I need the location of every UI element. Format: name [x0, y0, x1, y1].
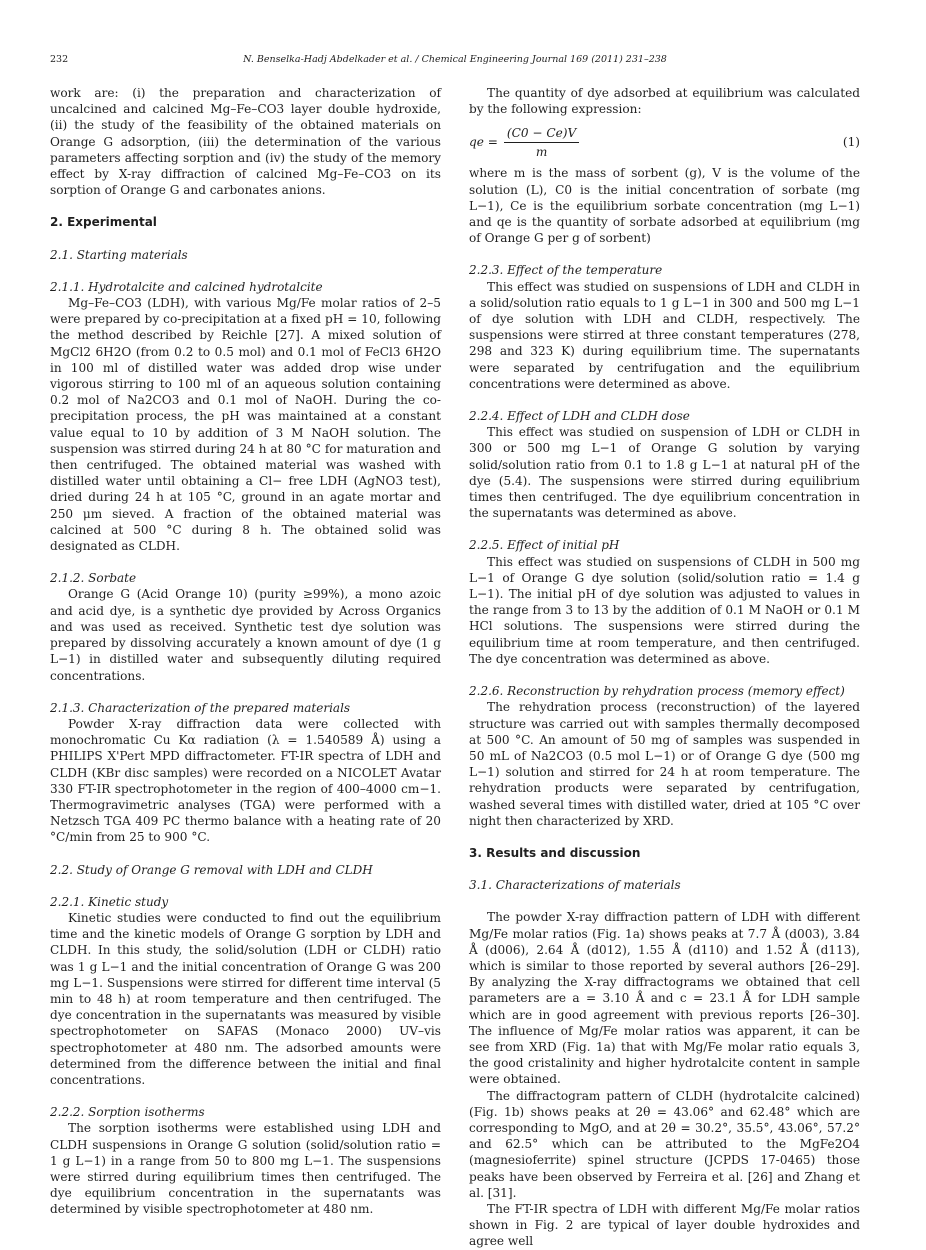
intro-paragraph: work are: (i) the preparation and characterization of uncalcined and calcined Mg–Fe–CO3 layer double hydroxide, (ii) the study of the feasibility of the obtained materials on Orange G adsorption, (iii) the determination of the various parameters affecting sorption and (iv) the study of the memory effect by X-ray diffraction of calcined Mg–Fe–CO3 on its sorption of Orange G and carbonates anions.	[50, 86, 441, 198]
paragraph-sorption-isotherms: The sorption isotherms were established using LDH and CLDH suspensions in Orange G solution (solid/solution ratio = 1 g L−1) in a range from 50 to 800 mg L−1. The suspensions were stirred during equilibrium times then centrifuged. The dye equilibrium concentration in the supernatants was determined by visible spectrophotometer at 480 nm.	[50, 1121, 441, 1217]
equation-number: (1)	[842, 135, 860, 150]
section-heading-experimental: 2. Experimental	[50, 215, 157, 230]
equation-fraction	[504, 125, 579, 160]
subsubsection-heading-dose: 2.2.4. Effect of LDH and CLDH dose	[469, 409, 690, 424]
paragraph-dose: This effect was studied on suspension of LDH or CLDH in 300 or 500 mg L−1 of Orange G solution by varying solid/solution ratio from 0.1 to 1.8 g L−1 at natural pH of the dye (5.4). The suspensions were stirred during equilibrium times then centrifuged. The dye equilibrium concentration in the supernatants was determined as above.	[469, 425, 860, 521]
equation-lhs: qe =	[469, 135, 498, 150]
paragraph-reconstruction: The rehydration process (reconstruction) of the layered structure was carried out with samples thermally decomposed at 500 °C. An amount of 50 mg of samples was suspended in 50 mL of Na2CO3 (0.5 mol L−1) or of Orange G dye (500 mg L−1) solution and stirred for 24 h at room temperature. The rehydration products were separated by centrifugation, washed several times with distilled water, dried at 105 °C over night then characterized by XRD.	[469, 700, 860, 828]
paragraph-temperature: This effect was studied on suspensions of LDH and CLDH in a solid/solution ratio equals to 1 g L−1 in 300 and 500 mg L−1 of dye solution with LDH and CLDH, respectively. The suspensions were stirred at three constant temperatures (278, 298 and 323 K) during equilibrium time. The supernatants were separated by centrifugation and the equilibrium concentrations were determined as above.	[469, 279, 860, 391]
subsection-heading-characterizations: 3.1. Characterizations of materials	[469, 878, 681, 893]
page-header	[50, 54, 860, 70]
subsubsection-heading-hydrotalcite: 2.1.1. Hydrotalcite and calcined hydrotalcite	[50, 279, 323, 294]
right-column	[469, 85, 860, 1250]
subsubsection-heading-characterization: 2.1.3. Characterization of the prepared materials	[50, 700, 351, 715]
paragraph-characterization: Powder X-ray diffraction data were collected with monochromatic Cu Kα radiation (λ = 1.540589 Å) using a PHILIPS X'Pert MPD diffractometer. FT-IR spectra of LDH and CLDH (KBr disc samples) were recorded on a NICOLET Avatar 330 FT-IR spectrophotometer in the region of 400–4000 cm−1. Thermogravimetric analyses (TGA) were performed with a Netzsch TGA 409 PC thermo balance with a heating rate of 20 °C/min from 25 to 900 °C.	[50, 716, 441, 845]
paragraph-equation-intro: The quantity of dye adsorbed at equilibrium was calculated by the following expression:	[469, 86, 860, 117]
equation-1	[469, 121, 860, 163]
paragraph-equation-where: where m is the mass of sorbent (g), V is the volume of the solution (L), C0 is the initial concentration of sorbate (mg L−1), Ce is the equilibrium sorbate concentration (mg L−1) and qe is the quantity of sorbate adsorbed at equilibrium (mg of Orange G per g of sorbent)	[469, 166, 860, 246]
subsection-heading-orange-g-removal: 2.2. Study of Orange G removal with LDH and CLDH	[50, 862, 373, 877]
subsubsection-heading-initial-ph: 2.2.5. Effect of initial pH	[469, 538, 620, 553]
paragraph-xrd-ldh: The powder X-ray diffraction pattern of LDH with different Mg/Fe molar ratios (Fig. 1a) shows peaks at 7.7 Å (d003), 3.84 Å (d006), 2.64 Å (d012), 1.55 Å (d110) and 1.52 Å (d113), which is similar to those reported by several authors [26–29]. By analyzing the X-ray diffractograms we obtained that cell parameters are a = 3.10 Å and c = 23.1 Å for LDH sample which are in good agreement with previous reports [26–30]. The influence of Mg/Fe molar ratios was apparent, it can be see from XRD (Fig. 1a) that with Mg/Fe molar ratio equals 3, the good cristalinity and higher hydrotalcite content in sample were obtained.	[469, 910, 860, 1087]
paragraph-xrd-cldh: The diffractogram pattern of CLDH (hydrotalcite calcined) (Fig. 1b) shows peaks at 2θ = 43.06° and 62.48° which are corresponding to MgO, and at 2θ = 30.2°, 35.5°, 43.06°, 57.2° and 62.5° which can be attributed to the MgFe2O4 (magnesioferrite) spinel structure (JCPDS 17-0465) those peaks have been observed by Ferreira et al. [26] and Zhang et al. [31].	[469, 1088, 860, 1200]
subsection-heading-starting-materials: 2.1. Starting materials	[50, 247, 188, 262]
section-heading-results: 3. Results and discussion	[469, 845, 641, 860]
left-column	[50, 85, 441, 1218]
subsubsection-heading-kinetic-study: 2.2.1. Kinetic study	[50, 894, 169, 909]
paragraph-sorbate: Orange G (Acid Orange 10) (purity ≥99%), a mono azoic and acid dye, is a synthetic dye provided by Across Organics and was used as received. Synthetic test dye solution was prepared by dissolving accurately a known amount of dye (1 g L−1) in distilled water and subsequently diluting required concentrations.	[50, 587, 441, 683]
subsubsection-heading-temperature: 2.2.3. Effect of the temperature	[469, 263, 663, 278]
paragraph-kinetic-study: Kinetic studies were conducted to find out the equilibrium time and the kinetic models of Orange G sorption by LDH and CLDH. In this study, the solid/solution (LDH or CLDH) ratio was 1 g L−1 and the initial concentration of Orange G was 200 mg L−1. Suspensions were stirred for different time interval (5 min to 48 h) at room temperature and then centrifuged. The dye concentration in the supernatants was measured by visible spectrophotometer on SAFAS (Monaco 2000) UV–vis spectrophotometer at 480 nm. The adsorbed amounts were determined from the difference between the initial and final concentrations.	[50, 910, 441, 1087]
equation-numerator: (C0 − Ce)V	[504, 125, 579, 143]
paragraph-ftir: The FT-IR spectra of LDH with different Mg/Fe molar ratios shown in Fig. 2 are typical of layer double hydroxides and agree well	[469, 1201, 860, 1249]
paragraph-hydrotalcite: Mg–Fe–CO3 (LDH), with various Mg/Fe molar ratios of 2–5 were prepared by co-precipitation at a fixed pH = 10, following the method described by Reichle [27]. A mixed solution of MgCl2 6H2O (from 0.2 to 0.5 mol) and 0.1 mol of FeCl3 6H2O in 100 ml of distilled water was added drop wise under vigorous stirring to 100 ml of an aqueous solution containing 0.2 mol of Na2CO3 and 0.1 mol of NaOH. During the co-precipitation process, the pH was maintained at a constant value equal to 10 by addition of 3 M NaOH solution. The suspension was stirred during 24 h at 80 °C for maturation and then centrifuged. The obtained material was washed with distilled water until obtaining a Cl− free LDH (AgNO3 test), dried during 24 h at 105 °C, ground in an agate mortar and 250 μm sieved. A fraction of the obtained material was calcined at 500 °C during 8 h. The obtained solid was designated as CLDH.	[50, 296, 441, 554]
subsubsection-heading-reconstruction: 2.2.6. Reconstruction by rehydration process (memory effect)	[469, 684, 845, 699]
subsubsection-heading-sorbate: 2.1.2. Sorbate	[50, 571, 137, 586]
equation-denominator: m	[535, 144, 548, 159]
paragraph-initial-ph: This effect was studied on suspensions of CLDH in 500 mg L−1 of Orange G dye solution (solid/solution ratio = 1.4 g L−1). The initial pH of dye solution was adjusted to values in the range from 3 to 13 by the addition of 0.1 M NaOH or 0.1 M HCl solutions. The suspensions were stirred during the equilibrium time at room temperature, and then centrifuged. The dye concentration was determined as above.	[469, 554, 860, 666]
subsubsection-heading-sorption-isotherms: 2.2.2. Sorption isotherms	[50, 1105, 205, 1120]
page-number: 232	[50, 54, 69, 65]
running-head: N. Benselka-Hadj Abdelkader et al. / Chemical Engineering Journal 169 (2011) 231–238	[243, 54, 667, 65]
